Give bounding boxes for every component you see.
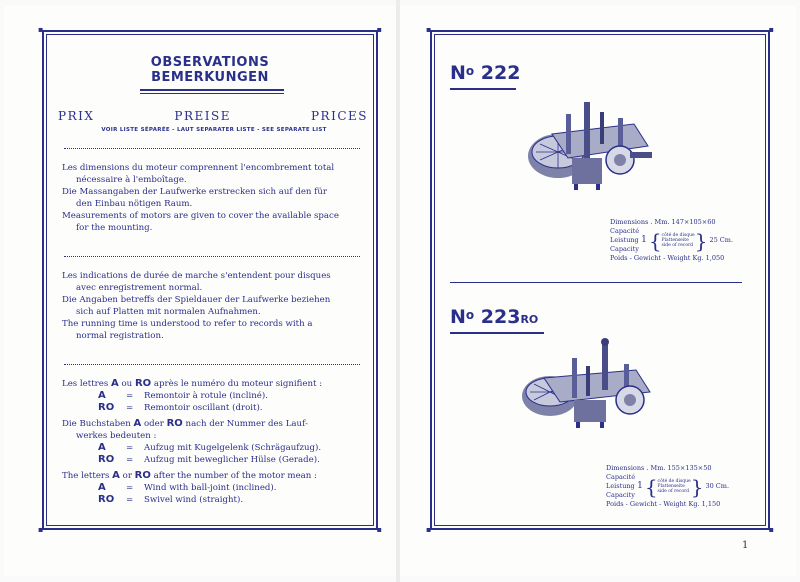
price-de: PREISE: [174, 109, 231, 123]
dim-de-line1: Die Massangaben der Laufwerke erstrecken sich auf den für: [62, 187, 327, 197]
weight-row: [606, 500, 729, 509]
prices-subtitle: VOIR LISTE SÉPARÉE - LAUT SEPARATER LISTE - SEE SEPARATE LIST: [101, 127, 327, 133]
title-observations: OBSERVATIONS: [150, 55, 270, 70]
number-superscript: o: [465, 308, 475, 322]
corner-ornament: ▪: [376, 525, 382, 534]
price-en: PRICES: [310, 109, 368, 123]
corner-ornament: ▪: [38, 25, 44, 34]
definition-text: Aufzug mit beweglicher Hülse (Gerade).: [144, 455, 320, 465]
corner-ornament: ▪: [768, 25, 774, 34]
page-number: 1: [742, 540, 749, 551]
letters-en-text: The letters: [62, 471, 113, 481]
model-223ro-specs: [606, 464, 729, 509]
capacity-label: Capacité: [606, 473, 636, 481]
capacity-label: Capacité: [610, 227, 640, 235]
dimensions-label: Dimensions . Mm.: [606, 464, 666, 472]
capacity-value: 25 Cm.: [709, 236, 734, 244]
capacity-row: [606, 473, 729, 500]
run-en-line1: The running time is understood to refer to records with a: [62, 319, 313, 329]
dim-fr-line2: nécessaire à l'emboîtage.: [76, 175, 187, 185]
definition-text: Wind with ball-joint (inclined).: [144, 483, 277, 493]
motor-223ro-image: [516, 336, 666, 432]
dimensions-row: [610, 218, 733, 227]
letters-fr-text: Les lettres: [62, 379, 112, 389]
definition-a-de: [98, 442, 321, 454]
capacity-quantity: 1: [641, 235, 647, 245]
brace: {: [644, 474, 658, 499]
right-page-frame: [426, 25, 774, 534]
dimensions-label: Dimensions . Mm.: [610, 218, 670, 226]
left-page-frame: [38, 25, 382, 534]
letter-a: A: [112, 470, 120, 481]
definition-text: Swivel wind (straight).: [144, 495, 244, 505]
corner-ornament: ▪: [426, 525, 432, 534]
letters-fr-line: [62, 378, 362, 390]
capacity-label: Capacity: [610, 245, 639, 253]
weight-label: Poids - Gewicht - Weight Kg.: [610, 254, 704, 262]
dim-en-line1: Measurements of motors are given to cover the available space: [62, 211, 339, 221]
equals-sign: =: [126, 403, 134, 413]
run-de-line2: sich auf Platten mit normalen Aufnahmen.: [76, 307, 261, 317]
weight-label: Poids - Gewicht - Weight Kg.: [606, 500, 700, 508]
weight-row: [610, 254, 733, 263]
definition-text: Remontoir à rotule (incliné).: [144, 391, 268, 401]
model-223ro-title: [450, 306, 538, 328]
equals-sign: =: [126, 391, 134, 401]
capacity-desc: côté de disque: [657, 479, 691, 484]
corner-ornament: ▪: [768, 525, 774, 534]
title-underline: [140, 93, 284, 94]
title-underline: [450, 88, 516, 90]
model-number: 222: [480, 62, 521, 84]
prices-row: [58, 109, 368, 123]
dim-fr-line1: Les dimensions du moteur comprennent l'encombrement total: [62, 163, 335, 173]
letter-ro: RO: [166, 418, 183, 429]
letters-fr-text: après le numéro du moteur signifient :: [151, 379, 323, 389]
equals-sign: =: [126, 443, 134, 453]
letters-en-text: after the number of the motor mean :: [150, 471, 317, 481]
equals-sign: =: [126, 483, 134, 493]
corner-ornament: ▪: [38, 525, 44, 534]
section-divider: [450, 282, 742, 283]
weight-value: 1,150: [701, 500, 721, 508]
letter-a: A: [98, 482, 106, 493]
capacity-desc: Plattenseite: [661, 238, 689, 243]
run-fr-line2: avec enregistrement normal.: [76, 283, 203, 293]
letters-de-line2: werkes bedeuten :: [76, 431, 157, 441]
running-time-notes: [62, 270, 362, 342]
title-underline: [450, 332, 544, 334]
motor-222-image: [522, 94, 662, 194]
letter-a: A: [111, 378, 119, 389]
letter-ro: RO: [98, 494, 115, 505]
right-page: [400, 6, 796, 576]
dimensions-value: 147×105×60: [671, 218, 716, 226]
brace: {: [648, 228, 662, 253]
letters-de-text: nach der Nummer des Lauf-: [182, 419, 308, 429]
dim-en-line2: for the mounting.: [76, 223, 153, 233]
brace: }: [690, 474, 704, 499]
definition-a-en: [98, 482, 277, 494]
corner-ornament: ▪: [376, 25, 382, 34]
dimensions-notes: [62, 162, 362, 234]
letters-de-line: [62, 418, 362, 442]
capacity-quantity: 1: [637, 481, 643, 491]
letter-ro: RO: [98, 454, 115, 465]
letters-en-text: or: [119, 471, 135, 481]
dimensions-row: [606, 464, 729, 473]
corner-ornament: ▪: [426, 25, 432, 34]
letter-ro: RO: [98, 402, 115, 413]
section-divider: [64, 364, 360, 365]
definition-ro-fr: [98, 402, 263, 414]
letter-a: A: [98, 442, 106, 453]
model-number: 223: [480, 306, 521, 328]
model-suffix: RO: [520, 313, 539, 326]
title-underline: [140, 89, 284, 91]
letter-ro: RO: [134, 470, 151, 481]
capacity-value: 30 Cm.: [705, 482, 730, 490]
capacity-desc: côté de disque: [661, 233, 695, 238]
section-divider: [64, 148, 360, 149]
capacity-row: [610, 227, 733, 254]
letters-fr-text: ou: [118, 379, 135, 389]
number-prefix: N: [450, 306, 466, 328]
letters-en-line: [62, 470, 362, 482]
capacity-label: Capacity: [606, 491, 635, 499]
section-divider: [64, 256, 360, 257]
model-222-specs: [610, 218, 733, 263]
definition-text: Remontoir oscillant (droit).: [144, 403, 263, 413]
letter-a: A: [98, 390, 106, 401]
weight-value: 1,050: [705, 254, 725, 262]
run-de-line1: Die Angaben betreffs der Spieldauer der Laufwerke beziehen: [62, 295, 331, 305]
capacity-desc: side of record: [661, 243, 694, 248]
model-222-title: [450, 62, 520, 84]
price-fr: PRIX: [58, 109, 95, 123]
definition-text: Aufzug mit Kugelgelenk (Schrägaufzug).: [144, 443, 322, 453]
capacity-label: Leistung: [610, 236, 639, 244]
dimensions-value: 155×135×50: [667, 464, 712, 472]
capacity-desc: side of record: [657, 489, 690, 494]
definition-ro-de: [98, 454, 320, 466]
capacity-label: Leistung: [606, 482, 635, 490]
capacity-desc: Plattenseite: [657, 484, 685, 489]
number-superscript: o: [465, 64, 475, 78]
title-bemerkungen: BEMERKUNGEN: [151, 70, 269, 85]
number-prefix: N: [450, 62, 466, 84]
dim-de-line2: den Einbau nötigen Raum.: [76, 199, 193, 209]
run-fr-line1: Les indications de durée de marche s'entendent pour disques: [62, 271, 331, 281]
letters-de-text: Die Buchstaben: [62, 419, 134, 429]
letter-a: A: [133, 418, 142, 429]
letter-ro: RO: [134, 378, 152, 389]
equals-sign: =: [126, 455, 134, 465]
brace: }: [694, 228, 708, 253]
letters-de-text: oder: [141, 419, 167, 429]
definition-a-fr: [98, 390, 268, 402]
definition-ro-en: [98, 494, 243, 506]
left-page: [4, 6, 396, 576]
equals-sign: =: [126, 495, 134, 505]
run-en-line2: normal registration.: [76, 331, 164, 341]
